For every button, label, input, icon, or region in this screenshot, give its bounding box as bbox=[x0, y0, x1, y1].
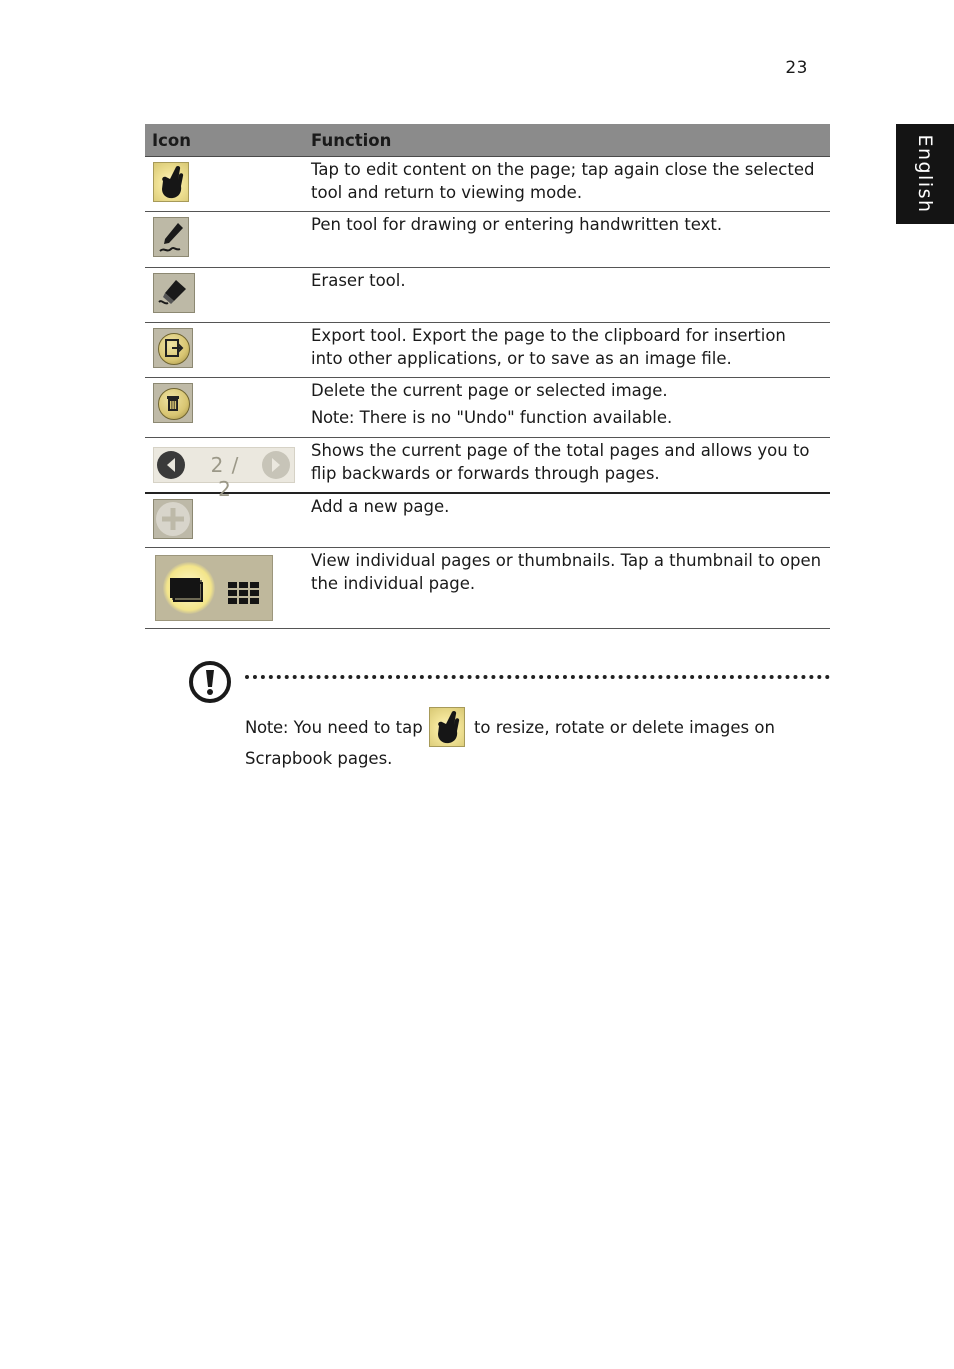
next-page-icon bbox=[262, 451, 290, 479]
language-tab bbox=[896, 124, 954, 224]
table-row bbox=[145, 268, 830, 323]
view-mode-icon bbox=[155, 555, 273, 621]
header-function: Function bbox=[302, 124, 830, 157]
note-text: : There is no "Undo" function available. bbox=[348, 408, 673, 427]
function-text: Delete the current page or selected image. bbox=[311, 381, 668, 400]
table-row bbox=[145, 157, 830, 212]
table-row bbox=[145, 438, 830, 493]
add-page-icon bbox=[153, 499, 193, 539]
function-note bbox=[311, 406, 822, 429]
note-after: to resize, rotate or delete images on Scrapbook pages. bbox=[245, 718, 775, 768]
function-text: Shows the current page of the total pages and allows you to flip backwards or forwards through pages. bbox=[302, 438, 830, 493]
pen-icon bbox=[153, 217, 189, 257]
note-label: Note bbox=[245, 718, 283, 737]
eraser-icon bbox=[153, 273, 195, 313]
table-header-row bbox=[145, 124, 830, 157]
note-label: Note bbox=[311, 408, 349, 427]
function-text: Pen tool for drawing or entering handwritten text. bbox=[302, 212, 830, 268]
table-row bbox=[145, 378, 830, 438]
page-counter: 2 / 2 bbox=[210, 453, 240, 501]
tap-edit-icon bbox=[429, 707, 465, 747]
page-number: 23 bbox=[785, 58, 808, 78]
function-text: View individual pages or thumbnails. Tap a thumbnail to open the individual page. bbox=[302, 548, 830, 629]
function-text: Tap to edit content on the page; tap again close the selected tool and return to viewing mode. bbox=[302, 157, 830, 212]
table-row bbox=[145, 548, 830, 629]
language-tab-label: English bbox=[914, 134, 936, 214]
exclamation-icon bbox=[188, 660, 232, 704]
function-text: Eraser tool. bbox=[302, 268, 830, 323]
header-icon: Icon bbox=[145, 124, 302, 157]
export-icon bbox=[153, 328, 193, 368]
tap-edit-icon bbox=[153, 162, 189, 202]
icon-function-table bbox=[145, 124, 830, 629]
table-row bbox=[145, 212, 830, 268]
note-divider bbox=[245, 675, 830, 679]
note-text bbox=[245, 707, 835, 770]
note-before: : You need to tap bbox=[282, 718, 423, 737]
trash-icon bbox=[153, 383, 193, 423]
function-text: Add a new page. bbox=[302, 493, 830, 548]
previous-page-icon bbox=[157, 451, 185, 479]
page-navigator-icon bbox=[153, 447, 295, 501]
table-row bbox=[145, 323, 830, 378]
function-text: Export tool. Export the page to the clipboard for insertion into other applications, or to save as an image file. bbox=[302, 323, 830, 378]
